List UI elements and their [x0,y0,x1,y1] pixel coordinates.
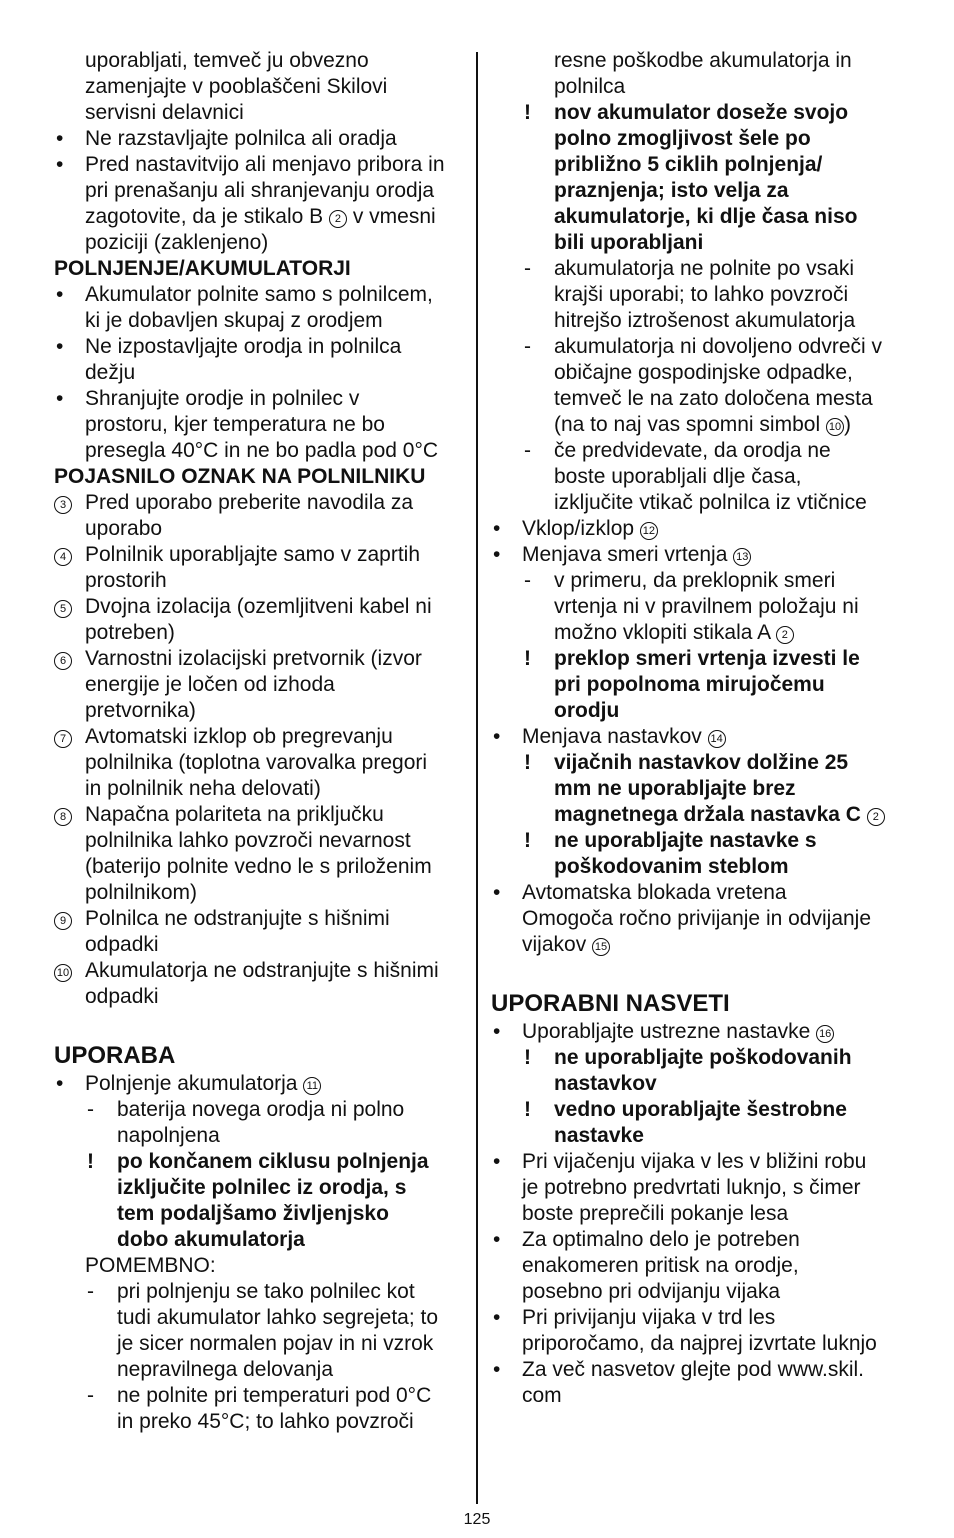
line-text: temveč le na zato določena mesta [554,387,873,410]
line-text: nastavke [554,1124,644,1147]
line-text: ne uporabljajte poškodovanih [554,1046,852,1069]
line-text: Omogoča ročno privijanje in odvijanje [522,907,872,930]
text-line [491,828,906,854]
symbol-marker [54,542,72,568]
line-text: je potrebno predvrtati luknjo, s čimer [522,1176,861,1199]
text-line [491,360,906,386]
bullet-marker: • [493,1020,501,1043]
line-text: baterija novega orodja ni polno [117,1098,405,1121]
line-text: vijačnih nastavkov dolžine 25 [554,751,849,774]
figure-reference-icon: 14 [708,730,726,748]
line-text: bili uporabljani [554,231,704,254]
text-line [54,438,466,464]
text-line [54,672,466,698]
text-line [54,230,466,256]
symbol-number-icon: 9 [54,912,72,930]
text-line [54,48,466,74]
line-text: običajne gospodinjske odpadke, [554,361,853,384]
text-line [491,464,906,490]
bullet-marker: • [493,881,501,904]
line-text: Za optimalno delo je potreben [522,1228,800,1251]
text-line [54,958,466,984]
bullet-marker: • [493,1228,501,1251]
line-text: akumulatorje, ki dlje časa niso [554,205,858,228]
text-line [54,724,466,750]
text-line [54,854,466,880]
text-line [54,126,466,152]
text-line [491,386,906,412]
figure-reference-icon: 2 [867,808,885,826]
text-line [54,1123,466,1149]
text-line [491,126,906,152]
text-line [491,308,906,334]
line-text: Pred nastavitvijo ali menjavo pribora in [85,153,445,176]
line-text: uporabljati, temveč ju obvezno [85,49,369,72]
text-line [54,932,466,958]
text-line [491,802,906,828]
spacer [491,958,906,989]
warning-marker: ! [524,751,531,774]
symbol-marker [54,646,72,672]
bullet-marker: • [56,127,64,150]
text-line [54,1357,466,1383]
text-line [54,906,466,932]
text-line [54,1279,466,1305]
line-text: pretvornika) [85,699,196,722]
text-line [54,750,466,776]
text-line [54,828,466,854]
line-text: pri prenašanju ali shranjevanju orodja [85,179,435,202]
line-text: posebno pri odvijanju vijaka [522,1280,780,1303]
text-line [491,1149,906,1175]
bullet-marker: • [493,517,501,540]
line-text: Avtomatska blokada vretena [522,881,787,904]
line-text: ki je dobavljen skupaj z orodjem [85,309,383,332]
line-text: vijakov [522,933,587,956]
text-line [491,1071,906,1097]
text-line [491,750,906,776]
line-text: Ne izpostavljajte orodja in polnilca [85,335,402,358]
symbol-marker [54,490,72,516]
line-text: Pri vijačenju vijaka v les v bližini robu [522,1150,867,1173]
dash-marker: - [87,1280,94,1303]
text-line [54,178,466,204]
line-text: dobo akumulatorja [117,1228,305,1251]
figure-reference-icon: 2 [776,626,794,644]
text-line [491,1097,906,1123]
line-text: dežju [85,361,136,384]
symbol-number-icon: 3 [54,496,72,514]
text-line [491,646,906,672]
text-line [491,1227,906,1253]
line-text: nepravilnega delovanja [117,1358,333,1381]
text-line [491,1175,906,1201]
text-line [491,230,906,256]
line-text: prostoru, kjer temperatura ne bo [85,413,385,436]
bullet-marker: • [56,1072,64,1095]
bullet-marker: • [493,1358,501,1381]
text-line [491,100,906,126]
line-text: v primeru, da preklopnik smeri [554,569,836,592]
text-line [54,542,466,568]
line-text-after: v vmesni [352,205,436,228]
text-line [491,74,906,100]
text-line [491,1201,906,1227]
text-line [54,1227,466,1253]
text-line [54,256,466,282]
left-column [54,48,466,1435]
line-text: enakomeren pritisk na orodje, [522,1254,799,1277]
text-line [54,464,466,490]
warning-marker: ! [524,101,531,124]
line-text: Shranjujte orodje in polnilec v [85,387,360,410]
text-line [54,516,466,542]
text-line [491,1357,906,1383]
text-line [491,1383,906,1409]
text-line [491,412,906,438]
right-column [491,48,906,1409]
text-line [54,620,466,646]
text-line [491,256,906,282]
text-line [54,880,466,906]
line-text: zamenjajte v pooblaščeni Skilovi [85,75,388,98]
text-line [491,932,906,958]
text-line [54,1175,466,1201]
text-line [491,1305,906,1331]
text-line [54,74,466,100]
text-line [54,1305,466,1331]
dash-marker: - [524,569,531,592]
text-line [54,646,466,672]
section-heading: UPORABA [54,1042,176,1069]
symbol-number-icon: 5 [54,600,72,618]
text-line [54,1331,466,1357]
figure-reference-icon: 10 [826,418,844,436]
text-line [54,490,466,516]
line-text: tudi akumulator lahko segrejeta; to [117,1306,439,1329]
line-text: uporabo [85,517,163,540]
symbol-number-icon: 4 [54,548,72,566]
line-text: POJASNILO OZNAK NA POLNILNIKU [54,465,426,488]
line-text: Menjava smeri vrtenja [522,543,728,566]
line-text: polnilca [554,75,626,98]
figure-reference-icon: 16 [816,1025,834,1043]
symbol-marker [54,594,72,620]
dash-marker: - [524,439,531,462]
text-line [54,100,466,126]
symbol-marker [54,958,72,984]
line-text: če predvidevate, da orodja ne [554,439,831,462]
text-line [491,594,906,620]
text-line [491,490,906,516]
text-line [491,1331,906,1357]
line-text: servisni delavnici [85,101,244,124]
line-text: odpadki [85,933,159,956]
text-line [54,594,466,620]
line-text: nov akumulator doseže svojo [554,101,849,124]
text-line [54,204,466,230]
text-line [54,412,466,438]
line-text: Akumulator polnite samo s polnilcem, [85,283,433,306]
line-text: po končanem ciklusu polnjenja [117,1150,429,1173]
text-line [491,1123,906,1149]
bullet-marker: • [493,725,501,748]
figure-reference-icon: 12 [640,522,658,540]
symbol-number-icon: 8 [54,808,72,826]
line-text: poškodovanim steblom [554,855,789,878]
section-heading: UPORABNI NASVETI [491,990,730,1017]
line-text: Polnilca ne odstranjujte s hišnimi [85,907,390,930]
text-line [54,282,466,308]
column-divider [476,52,478,1504]
line-text: Varnostni izolacijski pretvornik (izvor [85,647,422,670]
symbol-marker [54,724,72,750]
text-line [491,698,906,724]
text-line [491,334,906,360]
line-text: Menjava nastavkov [522,725,702,748]
text-line [491,724,906,750]
line-text: praznjenja; isto velja za [554,179,789,202]
text-line [491,1279,906,1305]
text-line [491,516,906,542]
bullet-marker: • [56,283,64,306]
text-line [491,1019,906,1045]
line-text: možno vklopiti stikala A [554,621,770,644]
bullet-marker: • [56,387,64,410]
figure-reference-icon: 13 [733,548,751,566]
line-text: preklop smeri vrtenja izvesti le [554,647,860,670]
line-text: izključite polnilec iz orodja, s [117,1176,407,1199]
line-text: boste preprečili pokanje lesa [522,1202,789,1225]
line-text: (na to naj vas spomni simbol [554,413,821,436]
line-text: boste uporabljali dlje časa, [554,465,802,488]
line-text: pri popolnoma mirujočemu [554,673,825,696]
page-number: 125 [463,1511,491,1528]
line-text: prostorih [85,569,167,592]
text-line [54,698,466,724]
text-line [491,542,906,568]
line-text: pri polnjenju se tako polnilec kot [117,1280,415,1303]
line-text: je sicer normalen pojav in ni vzrok [117,1332,434,1355]
text-line [491,1253,906,1279]
line-text: orodju [554,699,620,722]
line-text: polnilnika lahko povzroči nevarnost [85,829,411,852]
line-text: polnilnikom) [85,881,198,904]
text-line [491,906,906,932]
text-line [491,854,906,880]
line-text: Ne razstavljajte polnilca ali oradja [85,127,397,150]
text-line [54,802,466,828]
line-text: vedno uporabljajte šestrobne [554,1098,847,1121]
figure-reference-icon: 2 [329,210,347,228]
bullet-marker: • [56,153,64,176]
dash-marker: - [87,1098,94,1121]
line-text: odpadki [85,985,159,1008]
line-text: POMEMBNO: [85,1254,216,1277]
line-text: Vklop/izklop [522,517,635,540]
text-line [491,152,906,178]
line-text: polno zmogljivost šele po [554,127,811,150]
text-line [491,282,906,308]
line-text: Dvojna izolacija (ozemljitveni kabel ni [85,595,432,618]
spacer [54,1010,466,1041]
figure-reference-icon: 15 [592,938,610,956]
text-line [491,776,906,802]
line-text: akumulatorja ni dovoljeno odvreči v [554,335,883,358]
text-line [54,152,466,178]
line-text: Uporabljajte ustrezne nastavke [522,1020,811,1043]
line-text: Napačna polariteta na priključku [85,803,384,826]
line-text: com [522,1384,562,1407]
line-text: resne poškodbe akumulatorja in [554,49,852,72]
line-text: približno 5 ciklih polnjenja/ [554,153,823,176]
bullet-marker: • [56,335,64,358]
text-line [491,178,906,204]
line-text: energije je ločen od izhoda [85,673,335,696]
symbol-marker [54,802,72,828]
line-text: Avtomatski izklop ob pregrevanju [85,725,393,748]
line-text: presegla 40°C in ne bo padla pod 0°C [85,439,439,462]
dash-marker: - [524,257,531,280]
line-text: Akumulatorja ne odstranjujte s hišnimi [85,959,439,982]
bullet-marker: • [493,543,501,566]
symbol-number-icon: 6 [54,652,72,670]
line-text: tem podaljšamo življenjsko [117,1202,389,1225]
warning-marker: ! [524,647,531,670]
bullet-marker: • [493,1150,501,1173]
warning-marker: ! [524,1046,531,1069]
text-line [54,1071,466,1097]
line-text: priporočamo, da najprej izvrtate luknjo [522,1332,877,1355]
text-line [54,1201,466,1227]
line-text: krajši uporabi; to lahko povzroči [554,283,849,306]
text-line [54,308,466,334]
text-line [491,48,906,74]
text-line [54,334,466,360]
warning-marker: ! [524,829,531,852]
text-line [54,984,466,1010]
line-text: izključite vtikač polnilca iz vtičnice [554,491,867,514]
text-line [54,1097,466,1123]
line-text: napolnjena [117,1124,220,1147]
dash-marker: - [87,1384,94,1407]
text-line [491,568,906,594]
symbol-number-icon: 7 [54,730,72,748]
symbol-number-icon: 10 [54,964,72,982]
line-text: (baterijo polnite vedno le s priloženim [85,855,432,878]
line-text: Pri privijanju vijaka v trd les [522,1306,776,1329]
line-text: zagotovite, da je stikalo B [85,205,324,228]
line-text: in preko 45°C; to lahko povzroči [117,1410,414,1433]
text-line [491,620,906,646]
line-text: mm ne uporabljajte brez [554,777,796,800]
line-text: nastavkov [554,1072,657,1095]
text-line [54,776,466,802]
line-text: hitrejšo iztrošenost akumulatorja [554,309,856,332]
bullet-marker: • [493,1306,501,1329]
line-text: ne polnite pri temperaturi pod 0°C [117,1384,432,1407]
text-line [54,1383,466,1409]
line-text: potreben) [85,621,175,644]
line-text: ne uporabljajte nastavke s [554,829,817,852]
text-line [491,438,906,464]
text-line [54,1149,466,1175]
symbol-marker [54,906,72,932]
line-text: magnetnega držala nastavka C [554,803,861,826]
line-text: poziciji (zaklenjeno) [85,231,269,254]
line-text: akumulatorja ne polnite po vsaki [554,257,855,280]
warning-marker: ! [87,1150,94,1173]
text-line [491,880,906,906]
line-text: polnilnika (toplotna varovalka pregori [85,751,428,774]
line-text: Polnilnik uporabljajte samo v zaprtih [85,543,421,566]
text-line [491,672,906,698]
line-text: in polnilnik neha delovati) [85,777,321,800]
text-line [54,386,466,412]
text-line [54,568,466,594]
warning-marker: ! [524,1098,531,1121]
figure-reference-icon: 11 [303,1077,321,1095]
text-line [54,360,466,386]
line-text-after: ) [843,413,851,436]
text-line [491,204,906,230]
dash-marker: - [524,335,531,358]
text-line [54,1409,466,1435]
text-line [54,1253,466,1279]
line-text: Pred uporabo preberite navodila za [85,491,414,514]
line-text: Polnjenje akumulatorja [85,1072,298,1095]
line-text: vrtenja ni v pravilnem položaju ni [554,595,859,618]
line-text: POLNJENJE/AKUMULATORJI [54,257,351,280]
text-line [491,1045,906,1071]
line-text: Za več nasvetov glejte pod www.skil. [522,1358,864,1381]
